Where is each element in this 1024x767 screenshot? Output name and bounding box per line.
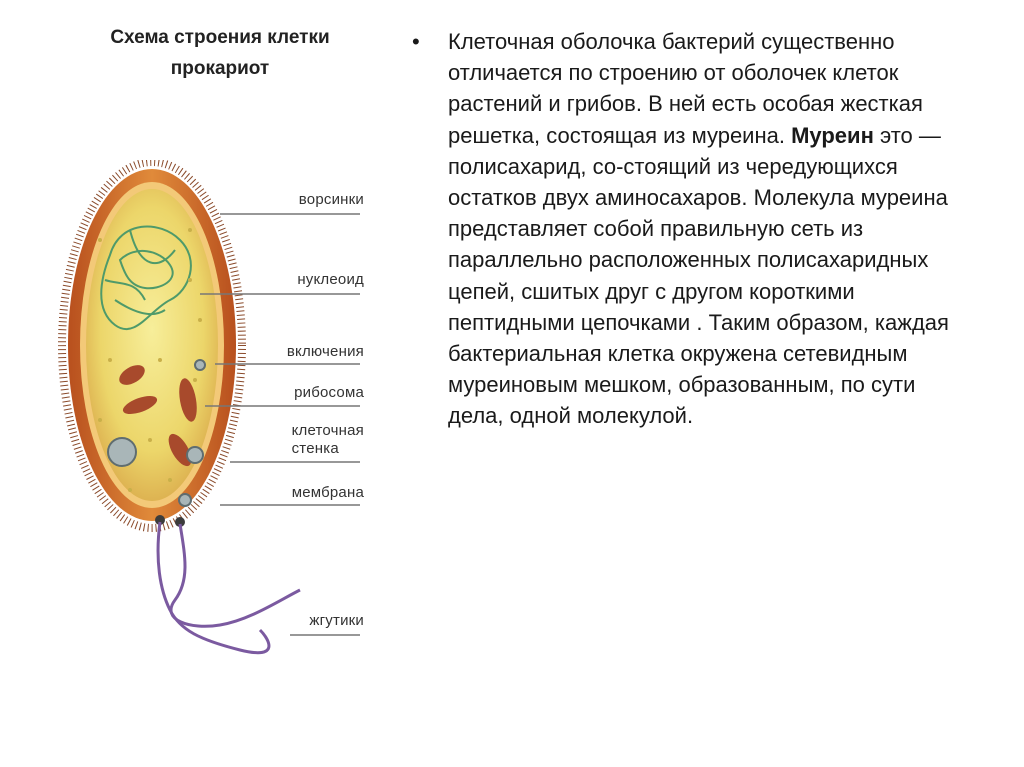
label-membrane: мембрана xyxy=(291,484,364,501)
flagella xyxy=(158,522,300,653)
label-flagella: жгутики xyxy=(309,612,364,629)
label-cell-wall-line2: стенка xyxy=(291,440,339,457)
label-ribosome: рибосома xyxy=(294,384,364,401)
label-cell-wall xyxy=(292,422,364,458)
slide-title: Схема строения клетки прокариот xyxy=(110,27,330,79)
body-paragraph xyxy=(408,26,968,432)
text-part1: Клеточная оболочка бактерий существенно отличается по строению от оболочек клеток растений и грибов. В ней есть особая жесткая решетка, состоящая из муреина. xyxy=(448,29,923,148)
cell-diagram xyxy=(40,160,380,680)
prokaryote-cell-illustration xyxy=(40,160,380,680)
label-inclusions: включения xyxy=(286,343,364,360)
bold-term: Муреин xyxy=(791,122,874,148)
label-cell-wall-line1: клеточная xyxy=(291,422,364,439)
label-nucleoid: нуклеоид xyxy=(297,271,364,288)
text-part2: это —полисахарид, со-стоящий из чередующихся остатков двух аминосахаров. Молекула муреина представляет собой правильную сеть из параллельно расположенных полисахаридных цепей, сшитых друг с другом короткими пептидными цепочками . Таким образом, каждая бактериальная клетка окружена сетевидным муреиновым мешком, образованным, по сути дела, одной молекулой. xyxy=(448,122,949,429)
bullet-marker: • xyxy=(412,29,420,54)
body-text xyxy=(408,26,968,432)
label-villi: ворсинки xyxy=(298,191,364,208)
